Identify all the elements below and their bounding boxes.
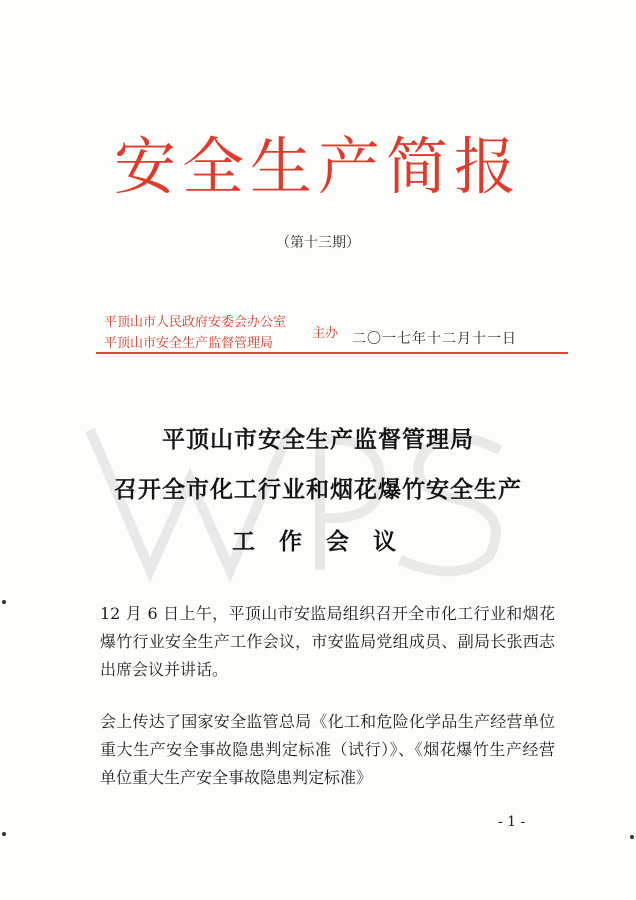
body-paragraph: 12 月 6 日上午，平顶山市安监局组织召开全市化工行业和烟花爆竹行业安全生产工作会议，市安监局党组成员、副局长张西志出席会议并讲话。 <box>100 604 555 679</box>
sponsor-tag: 主办 <box>312 326 339 341</box>
article-title-line: 平顶山市安全生产监督管理局 <box>162 426 474 453</box>
scan-speck <box>2 832 6 836</box>
scan-speck <box>630 835 634 839</box>
sponsor-line: 平顶山市安全生产监督管理局 <box>104 336 274 351</box>
issue-number: （第十三期） <box>276 235 360 251</box>
wps-watermark-icon <box>80 340 520 600</box>
masthead-title: 安全生产简报 <box>113 130 522 203</box>
sponsor-list <box>104 312 286 354</box>
article-title-line: 工 作 会 议 <box>231 528 405 555</box>
scan-speck <box>2 600 6 604</box>
sponsor-line: 平顶山市人民政府安委会办公室 <box>104 315 287 330</box>
issue-date: 二〇一七年十二月十一日 <box>352 331 517 347</box>
red-divider <box>96 352 568 354</box>
page-number: - 1 - <box>498 814 526 830</box>
article-title-line: 召开全市化工行业和烟花爆竹安全生产 <box>114 476 522 503</box>
body-paragraph: 会上传达了国家安全监管总局《化工和危险化学品生产经营单位重大生产安全事故隐患判定标准（试行）》、《烟花爆竹生产经营单位重大生产安全事故隐患判定标准》 <box>100 712 555 787</box>
